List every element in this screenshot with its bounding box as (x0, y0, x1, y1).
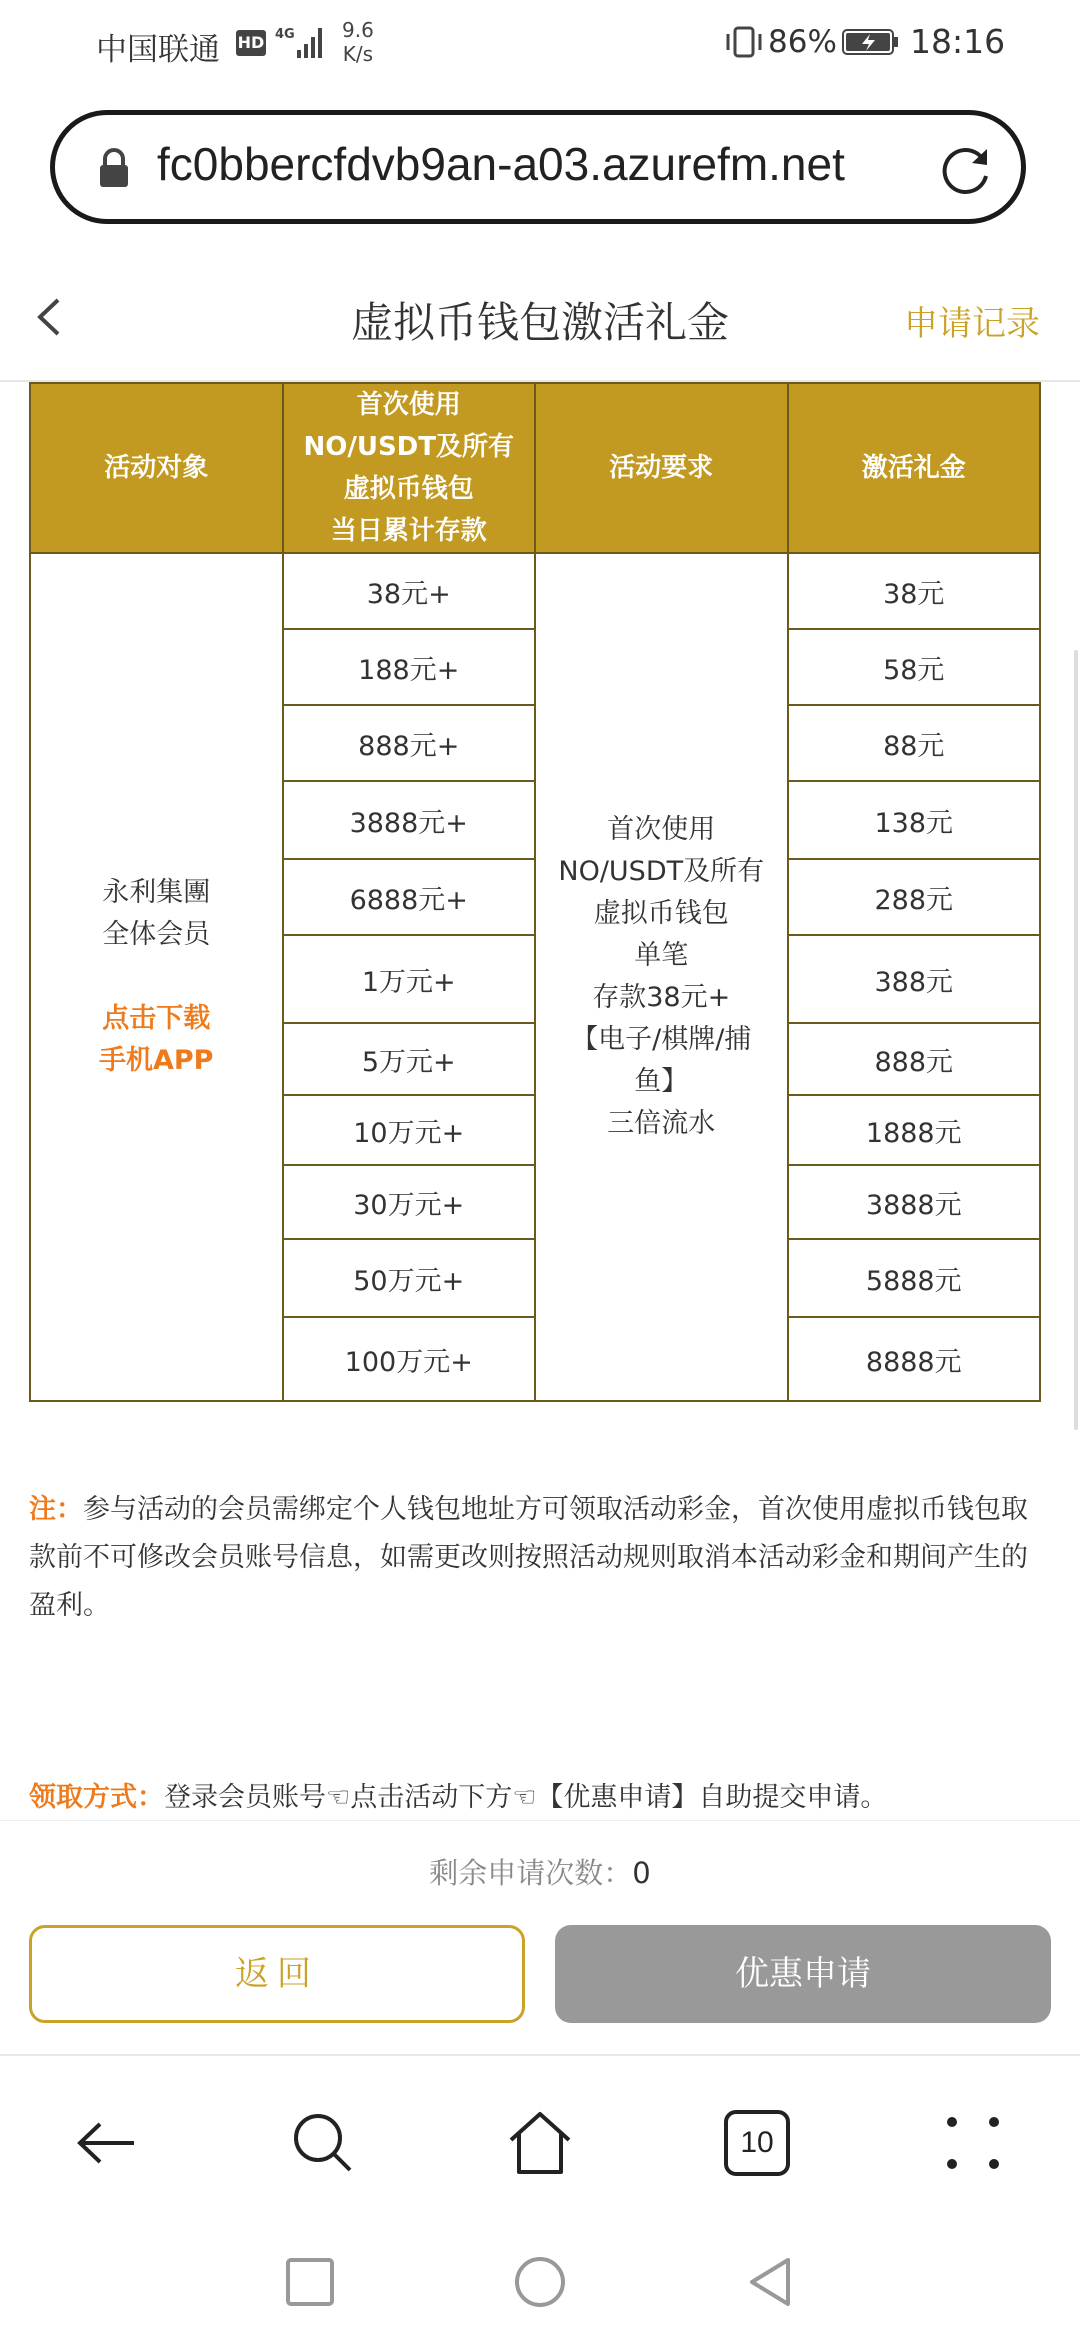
requirement-line: 鱼】 (634, 1066, 689, 1097)
requirement-cell (535, 553, 788, 1401)
deposit-cell: 30万元+ (283, 1165, 536, 1239)
deposit-cell: 50万元+ (283, 1239, 536, 1317)
claim-method (29, 1776, 1049, 1820)
vibrate-icon (722, 24, 766, 60)
status-bar (0, 0, 1080, 90)
bonus-cell: 88元 (788, 705, 1041, 781)
note-paragraph (29, 1486, 1049, 1630)
deposit-cell: 100万元+ (283, 1317, 536, 1401)
hd-badge: HD (236, 30, 266, 56)
battery-percent: 86% (768, 24, 837, 60)
home-circle-icon[interactable] (512, 2254, 568, 2310)
application-record-link[interactable]: 申请记录 (904, 304, 1040, 344)
apply-promotion-button[interactable]: 优惠申请 (555, 1925, 1051, 2023)
header-deposit-line: 首次使用 (356, 390, 461, 420)
page-header (0, 250, 1080, 382)
bonus-cell: 8888元 (788, 1317, 1041, 1401)
deposit-cell: 38元+ (283, 553, 536, 629)
claim-label: 领取方式： (29, 1782, 164, 1813)
bonus-cell: 1888元 (788, 1095, 1041, 1165)
url-text[interactable]: fc0bbercfdvb9an-a03.azurefm.net (157, 138, 845, 190)
deposit-cell: 3888元+ (283, 781, 536, 859)
requirement-line: 首次使用 (607, 814, 716, 845)
home-icon[interactable] (505, 2108, 575, 2178)
bonus-cell: 5888元 (788, 1239, 1041, 1317)
header-bonus: 激活礼金 (788, 383, 1041, 553)
battery-charging-icon (842, 28, 900, 56)
header-requirement: 活动要求 (535, 383, 788, 553)
note-text: 参与活动的会员需绑定个人钱包地址方可领取活动彩金，首次使用虚拟币钱包取款前不可修改会员账号信息，如需更改则按照活动规则取消本活动彩金和期间产生的盈利。 (29, 1494, 1028, 1621)
requirement-line: 【电子/棋牌/捕 (571, 1024, 752, 1055)
target-line: 全体会员 (102, 919, 211, 950)
recents-square-icon[interactable] (282, 2254, 338, 2310)
bonus-cell: 3888元 (788, 1165, 1041, 1239)
more-menu-icon[interactable] (938, 2108, 1008, 2178)
action-area (0, 1820, 1080, 2053)
bonus-table (29, 382, 1041, 1402)
address-bar[interactable] (50, 110, 1026, 224)
requirement-line: 存款38元+ (592, 982, 731, 1013)
speed-value: 9.6 (342, 18, 374, 42)
header-target: 活动对象 (30, 383, 283, 553)
table-row (30, 553, 1040, 629)
deposit-cell: 188元+ (283, 629, 536, 705)
header-deposit-line: 当日累计存款 (330, 516, 487, 546)
browser-toolbar (0, 2054, 1080, 2226)
carrier-name: 中国联通 (96, 32, 220, 68)
tab-count: 10 (740, 2126, 774, 2159)
tabs-button[interactable] (722, 2108, 792, 2178)
deposit-cell: 1万元+ (283, 935, 536, 1023)
remaining-applications (0, 1851, 1080, 1892)
table-header-row (30, 383, 1040, 553)
signal-icon (275, 24, 325, 60)
bonus-cell: 388元 (788, 935, 1041, 1023)
back-button[interactable]: 返回 (29, 1925, 525, 2023)
system-navigation-bar (0, 2224, 1080, 2340)
header-deposit (283, 383, 536, 553)
bonus-cell: 888元 (788, 1023, 1041, 1095)
target-line: 永利集團 (102, 877, 211, 908)
page-title: 虚拟币钱包激活礼金 (350, 298, 729, 347)
deposit-cell: 888元+ (283, 705, 536, 781)
refresh-icon[interactable] (937, 141, 995, 199)
requirement-line: NO/USDT及所有 (558, 856, 765, 887)
note-label: 注： (29, 1494, 83, 1525)
requirement-line: 虚拟币钱包 (593, 898, 729, 929)
bonus-cell: 288元 (788, 859, 1041, 935)
speed-unit: K/s (342, 42, 374, 66)
download-line[interactable]: 手机APP (99, 1045, 214, 1076)
search-icon[interactable] (288, 2108, 358, 2178)
back-triangle-icon[interactable] (742, 2254, 798, 2310)
download-app-link[interactable] (31, 998, 282, 1082)
lock-icon (97, 147, 131, 189)
requirement-line: 单笔 (634, 940, 689, 971)
claim-text: 登录会员账号☜点击活动下方☜【优惠申请】自助提交申请。 (164, 1782, 888, 1813)
net-type-label: 4G (275, 27, 295, 42)
scrollbar[interactable] (1074, 650, 1078, 1430)
clock: 18:16 (910, 22, 1006, 61)
deposit-cell: 5万元+ (283, 1023, 536, 1095)
requirement-line: 三倍流水 (607, 1108, 716, 1139)
header-deposit-line: 虚拟币钱包 (343, 474, 474, 504)
remaining-label: 剩余申请次数： (429, 1856, 633, 1890)
bonus-cell: 38元 (788, 553, 1041, 629)
header-deposit-line: NO/USDT及所有 (303, 432, 514, 462)
bonus-cell: 138元 (788, 781, 1041, 859)
bonus-cell: 58元 (788, 629, 1041, 705)
back-arrow-icon[interactable] (72, 2108, 142, 2178)
target-cell (30, 553, 283, 1401)
remaining-count: 0 (632, 1856, 651, 1890)
network-speed (342, 18, 374, 66)
deposit-cell: 10万元+ (283, 1095, 536, 1165)
deposit-cell: 6888元+ (283, 859, 536, 935)
download-line[interactable]: 点击下载 (102, 1003, 211, 1034)
